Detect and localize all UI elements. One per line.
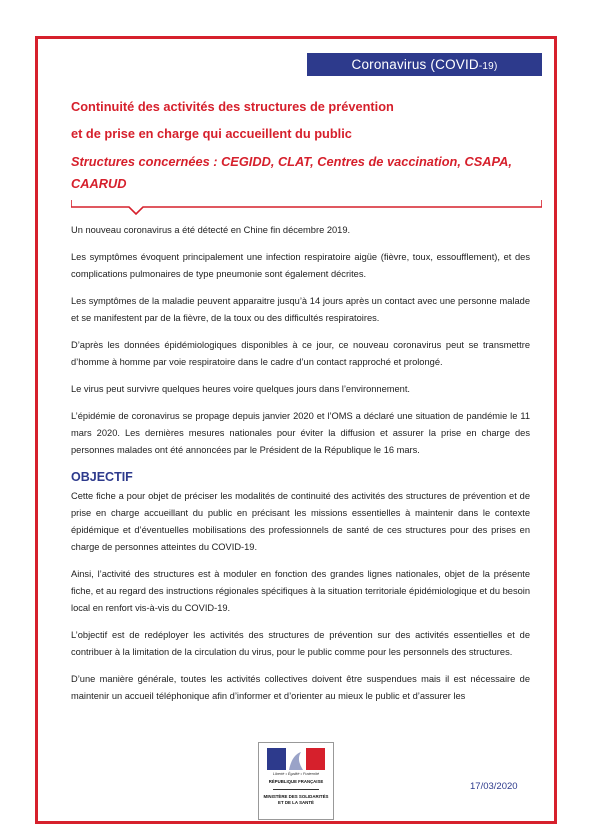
paragraph: D’après les données épidémiologiques disponibles à ce jour, ce nouveau coronavirus peut se transmettre d’homme à homme par voie respiratoire dans le cadre d’un contact rapproché et prolongé. xyxy=(71,340,530,367)
paragraph: L’objectif est de redéployer les activités des structures de prévention sur des activités essentielles et de contribuer à la limitation de la circulation du virus, pour le public comme pour les personnels des structures. xyxy=(71,630,530,657)
logo-ministry: MINISTÈRE DES SOLIDARITÉS ET DE LA SANTÉ xyxy=(263,794,329,805)
paragraph: Un nouveau coronavirus a été détecté en Chine fin décembre 2019. xyxy=(71,225,351,235)
paragraph: Les symptômes de la maladie peuvent apparaitre jusqu’à 14 jours après un contact avec une personne malade et se manifestent par de la fièvre, de la toux ou des difficultés respiratoires. xyxy=(71,296,530,323)
callout-divider xyxy=(71,199,542,215)
document-body xyxy=(71,222,530,715)
paragraph: Le virus peut survivre quelques heures voire quelques jours dans l’environnement. xyxy=(71,384,411,394)
topic-banner xyxy=(307,53,542,76)
title-line-1: Continuité des activités des structures de prévention xyxy=(71,99,394,114)
logo-divider xyxy=(273,789,319,790)
paragraph: D’une manière générale, toutes les activités collectives doivent être suspendues mais il est nécessaire de maintenir un accueil téléphonique afin d’informer et d’orienter au mieux le public et d’assurer les xyxy=(71,674,530,701)
subtitle: Structures concernées : CEGIDD, CLAT, Centres de vaccination, CSAPA, CAARUD xyxy=(71,154,512,191)
paragraph: Cette fiche a pour objet de préciser les modalités de continuité des activités des structures de prévention et de prise en charge accueillant du public en précisant les missions essentielles à maintenir dans le contexte épidémique et d’éventuelles mobilisations des professionnels de santé de ces structures pour des prises en charge de personnes atteintes du COVID-19. xyxy=(71,491,530,552)
logo-republic: RÉPUBLIQUE FRANÇAISE xyxy=(268,779,324,784)
paragraph: Ainsi, l’activité des structures est à moduler en fonction des grandes lignes nationales, objet de la présente fiche, et au regard des instructions régionales spécifiques à la situation territoriale épidémiologique et du besoin local en renfort vis-à-vis du COVID-19. xyxy=(71,569,530,613)
ministry-logo xyxy=(258,742,334,820)
section-heading: OBJECTIF xyxy=(71,470,133,484)
document-date: 17/03/2020 xyxy=(470,781,518,792)
title-line-2: et de prise en charge qui accueillent du public xyxy=(71,126,352,141)
paragraph: L’épidémie de coronavirus se propage depuis janvier 2020 et l’OMS a déclaré une situation de pandémie le 11 mars 2020. Les dernières mesures nationales pour éviter la diffusion et assurer la prise en charge des personnes malades ont été annoncées par le Président de la République le 16 mars. xyxy=(71,411,530,455)
marianne-emblem-icon xyxy=(267,748,325,770)
banner-suffix: -19) xyxy=(478,61,498,72)
paragraph: Les symptômes évoquent principalement une infection respiratoire aigüe (fièvre, toux, essoufflement), et des complications pulmonaires de type pneumonie sont également décrites. xyxy=(71,252,530,279)
logo-motto: Liberté • Égalité • Fraternité xyxy=(272,772,320,776)
banner-main: Coronavirus (COVID xyxy=(351,57,479,72)
